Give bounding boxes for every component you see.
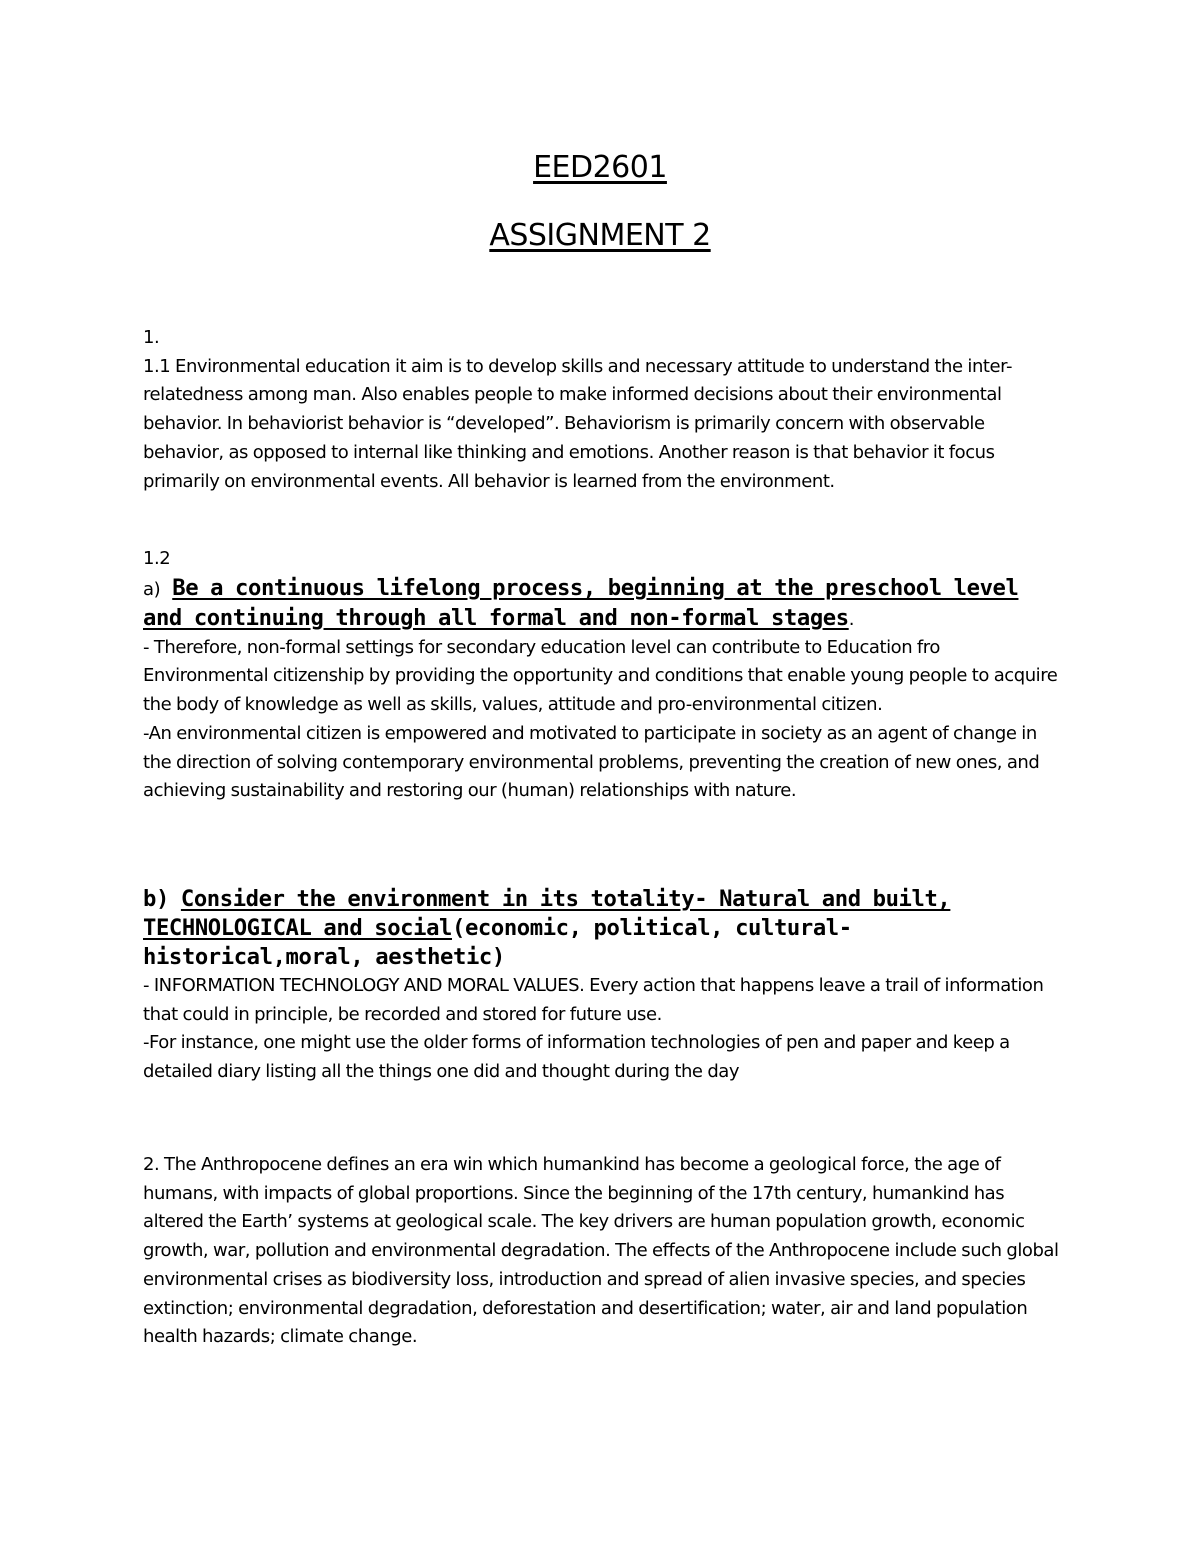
part-b-paragraph-1: - INFORMATION TECHNOLOGY AND MORAL VALUES. Every action that happens leave a trail of information that could in principle, be recorded and stored for future use. [143, 975, 1044, 1025]
part-b-label: b) [143, 886, 169, 912]
part-a-paragraph-1: - Therefore, non-formal settings for secondary education level can contribute to Education fro Environmental citizenship by providing the opportunity and conditions that enable young people to acquire the body of knowledge as well as skills, values, attitude and pro-environmental citizen. [143, 636, 1058, 716]
question-1-number: 1. [143, 327, 160, 348]
part-b-section [143, 885, 1063, 1087]
part-b-paragraph-2: -For instance, one might use the older forms of information technologies of pen and paper and keep a detailed diary listing all the things one did and thought during the day [143, 1032, 1010, 1083]
question-1-2-number: 1.2 [143, 548, 171, 569]
course-code-title: EED2601 [533, 150, 667, 185]
question-2-paragraph: 2. The Anthropocene defines an era win which humankind has become a geological force, the age of humans, with impacts of global proportions. Since the beginning of the 17th century, humankind has altered the Earth’ systems at geological scale. The key drivers are human population growth, economic growth, war, pollution and environmental degradation. The effects of the Anthropocene include such global environmental crises as biodiversity loss, introduction and spread of alien invasive species, and species extinction; environmental degradation, deforestation and desertification; water, air and land population health hazards; climate change. [143, 1154, 1059, 1348]
part-a-heading [143, 574, 1063, 634]
part-a-heading-text: Be a continuous lifelong process, beginning at the preschool level and continuing through all formal and non-formal stages [143, 574, 1019, 631]
question-1-2-section [143, 545, 1063, 806]
question-1-section [143, 324, 1063, 496]
assignment-title: ASSIGNMENT 2 [489, 218, 711, 253]
part-a-paragraph-2: -An environmental citizen is empowered and motivated to participate in society as an agent of change in the direction of solving contemporary environmental problems, preventing the creation of new ones, and achieving sustainability and restoring our (human) relationships with nature. [143, 722, 1040, 802]
part-a-heading-period: . [848, 608, 855, 630]
part-a-label: a) [143, 578, 161, 600]
part-b-heading-underlined: Consider the environment in its totality- Natural and built, TECHNOLOGICAL and social [143, 886, 951, 941]
question-2-section [143, 1151, 1063, 1352]
part-b-heading [143, 885, 1063, 972]
answer-1-1-paragraph: 1.1 Environmental education it aim is to develop skills and necessary attitude to understand the inter-relatedness among man. Also enables people to make informed decisions about their environmental behavior. In behaviorist behavior is “developed”. Behaviorism is primarily concern with observable behavior, as opposed to internal like thinking and emotions. Another reason is that behavior it focus primarily on environmental events. All behavior is learned from the environment. [143, 355, 1012, 492]
part-b-heading-rest: (economic, political, cultural-historical,moral, aesthetic) [143, 915, 852, 970]
